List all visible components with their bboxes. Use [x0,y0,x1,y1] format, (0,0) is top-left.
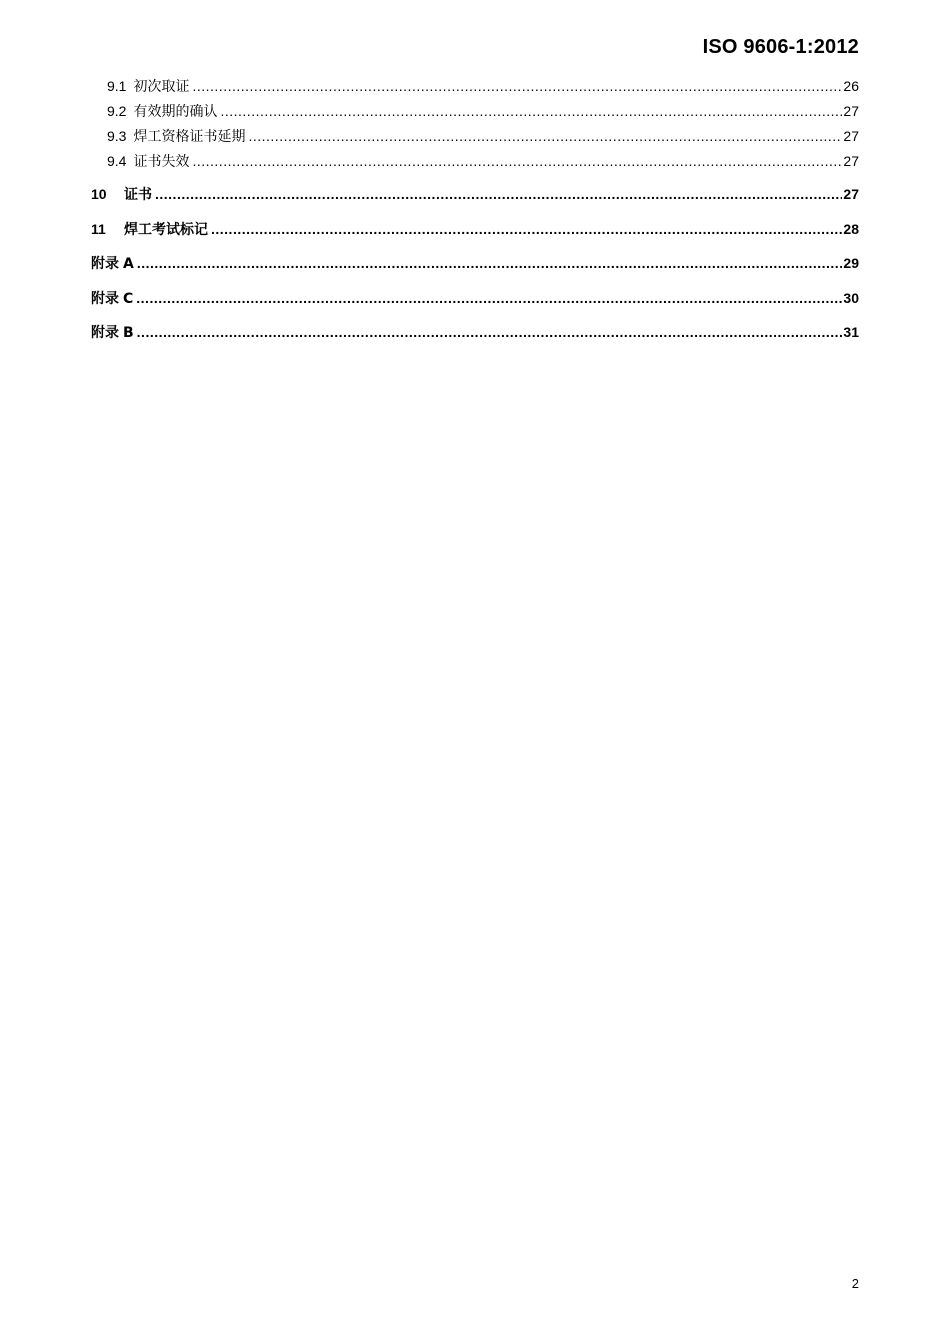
toc-entry-title: 有效期的确认 [133,104,218,120]
toc-entry-title: 证书失效 [133,154,190,170]
toc-entry-title: 证书 [124,187,152,203]
toc-entry-title: 初次取证 [133,79,190,95]
dot-leader [192,149,842,174]
toc-entry-9-2[interactable] [91,99,859,124]
toc-entry-page: 27 [843,186,859,202]
toc-entry-letter: C [123,290,134,307]
toc-entry-number: 9.1 [107,78,127,94]
toc-entry-page: 26 [843,78,859,94]
dot-leader [211,212,842,247]
toc-entry-chapter-10[interactable] [91,177,859,212]
toc-entry-9-4[interactable] [91,149,859,174]
toc-entry-letter: A [123,256,134,272]
toc-entry-number: 9.4 [107,153,127,169]
dot-leader [220,99,842,124]
toc-entry-prefix: 附录 [91,289,119,306]
toc-entry-page: 27 [843,128,859,144]
toc-entry-prefix: 附录 [91,324,119,340]
toc-entry-number: 11 [91,220,106,237]
dot-leader [248,124,842,149]
dot-leader [137,315,843,350]
toc-entry-page: 29 [843,255,859,271]
dot-leader [192,74,842,99]
toc-entry-annex-b[interactable] [91,315,859,350]
toc-entry-annex-a[interactable] [91,246,859,281]
toc-entry-page: 27 [843,103,859,119]
toc-entry-chapter-11[interactable] [91,212,859,247]
toc-entry-page: 31 [843,324,859,340]
toc-entry-annex-c[interactable] [91,281,859,316]
dot-leader [137,246,843,281]
toc-entry-number: 10 [91,186,107,202]
toc-entry-page: 28 [843,220,859,237]
toc-entry-number: 9.3 [107,128,127,144]
page-number: 2 [851,1276,859,1291]
dot-leader [155,177,842,212]
toc-entry-page: 30 [843,289,859,306]
toc-entry-number: 9.2 [107,103,127,119]
toc-entry-letter: B [123,325,134,341]
table-of-contents [91,74,859,350]
dot-leader [136,281,842,316]
toc-entry-page: 27 [843,153,859,169]
toc-entry-9-1[interactable] [91,74,859,99]
toc-entry-title: 焊工考试标记 [124,221,208,238]
toc-entry-prefix: 附录 [91,255,119,271]
document-id: ISO 9606-1:2012 [702,36,859,58]
toc-entry-title: 焊工资格证书延期 [133,129,246,145]
toc-entry-9-3[interactable] [91,124,859,149]
